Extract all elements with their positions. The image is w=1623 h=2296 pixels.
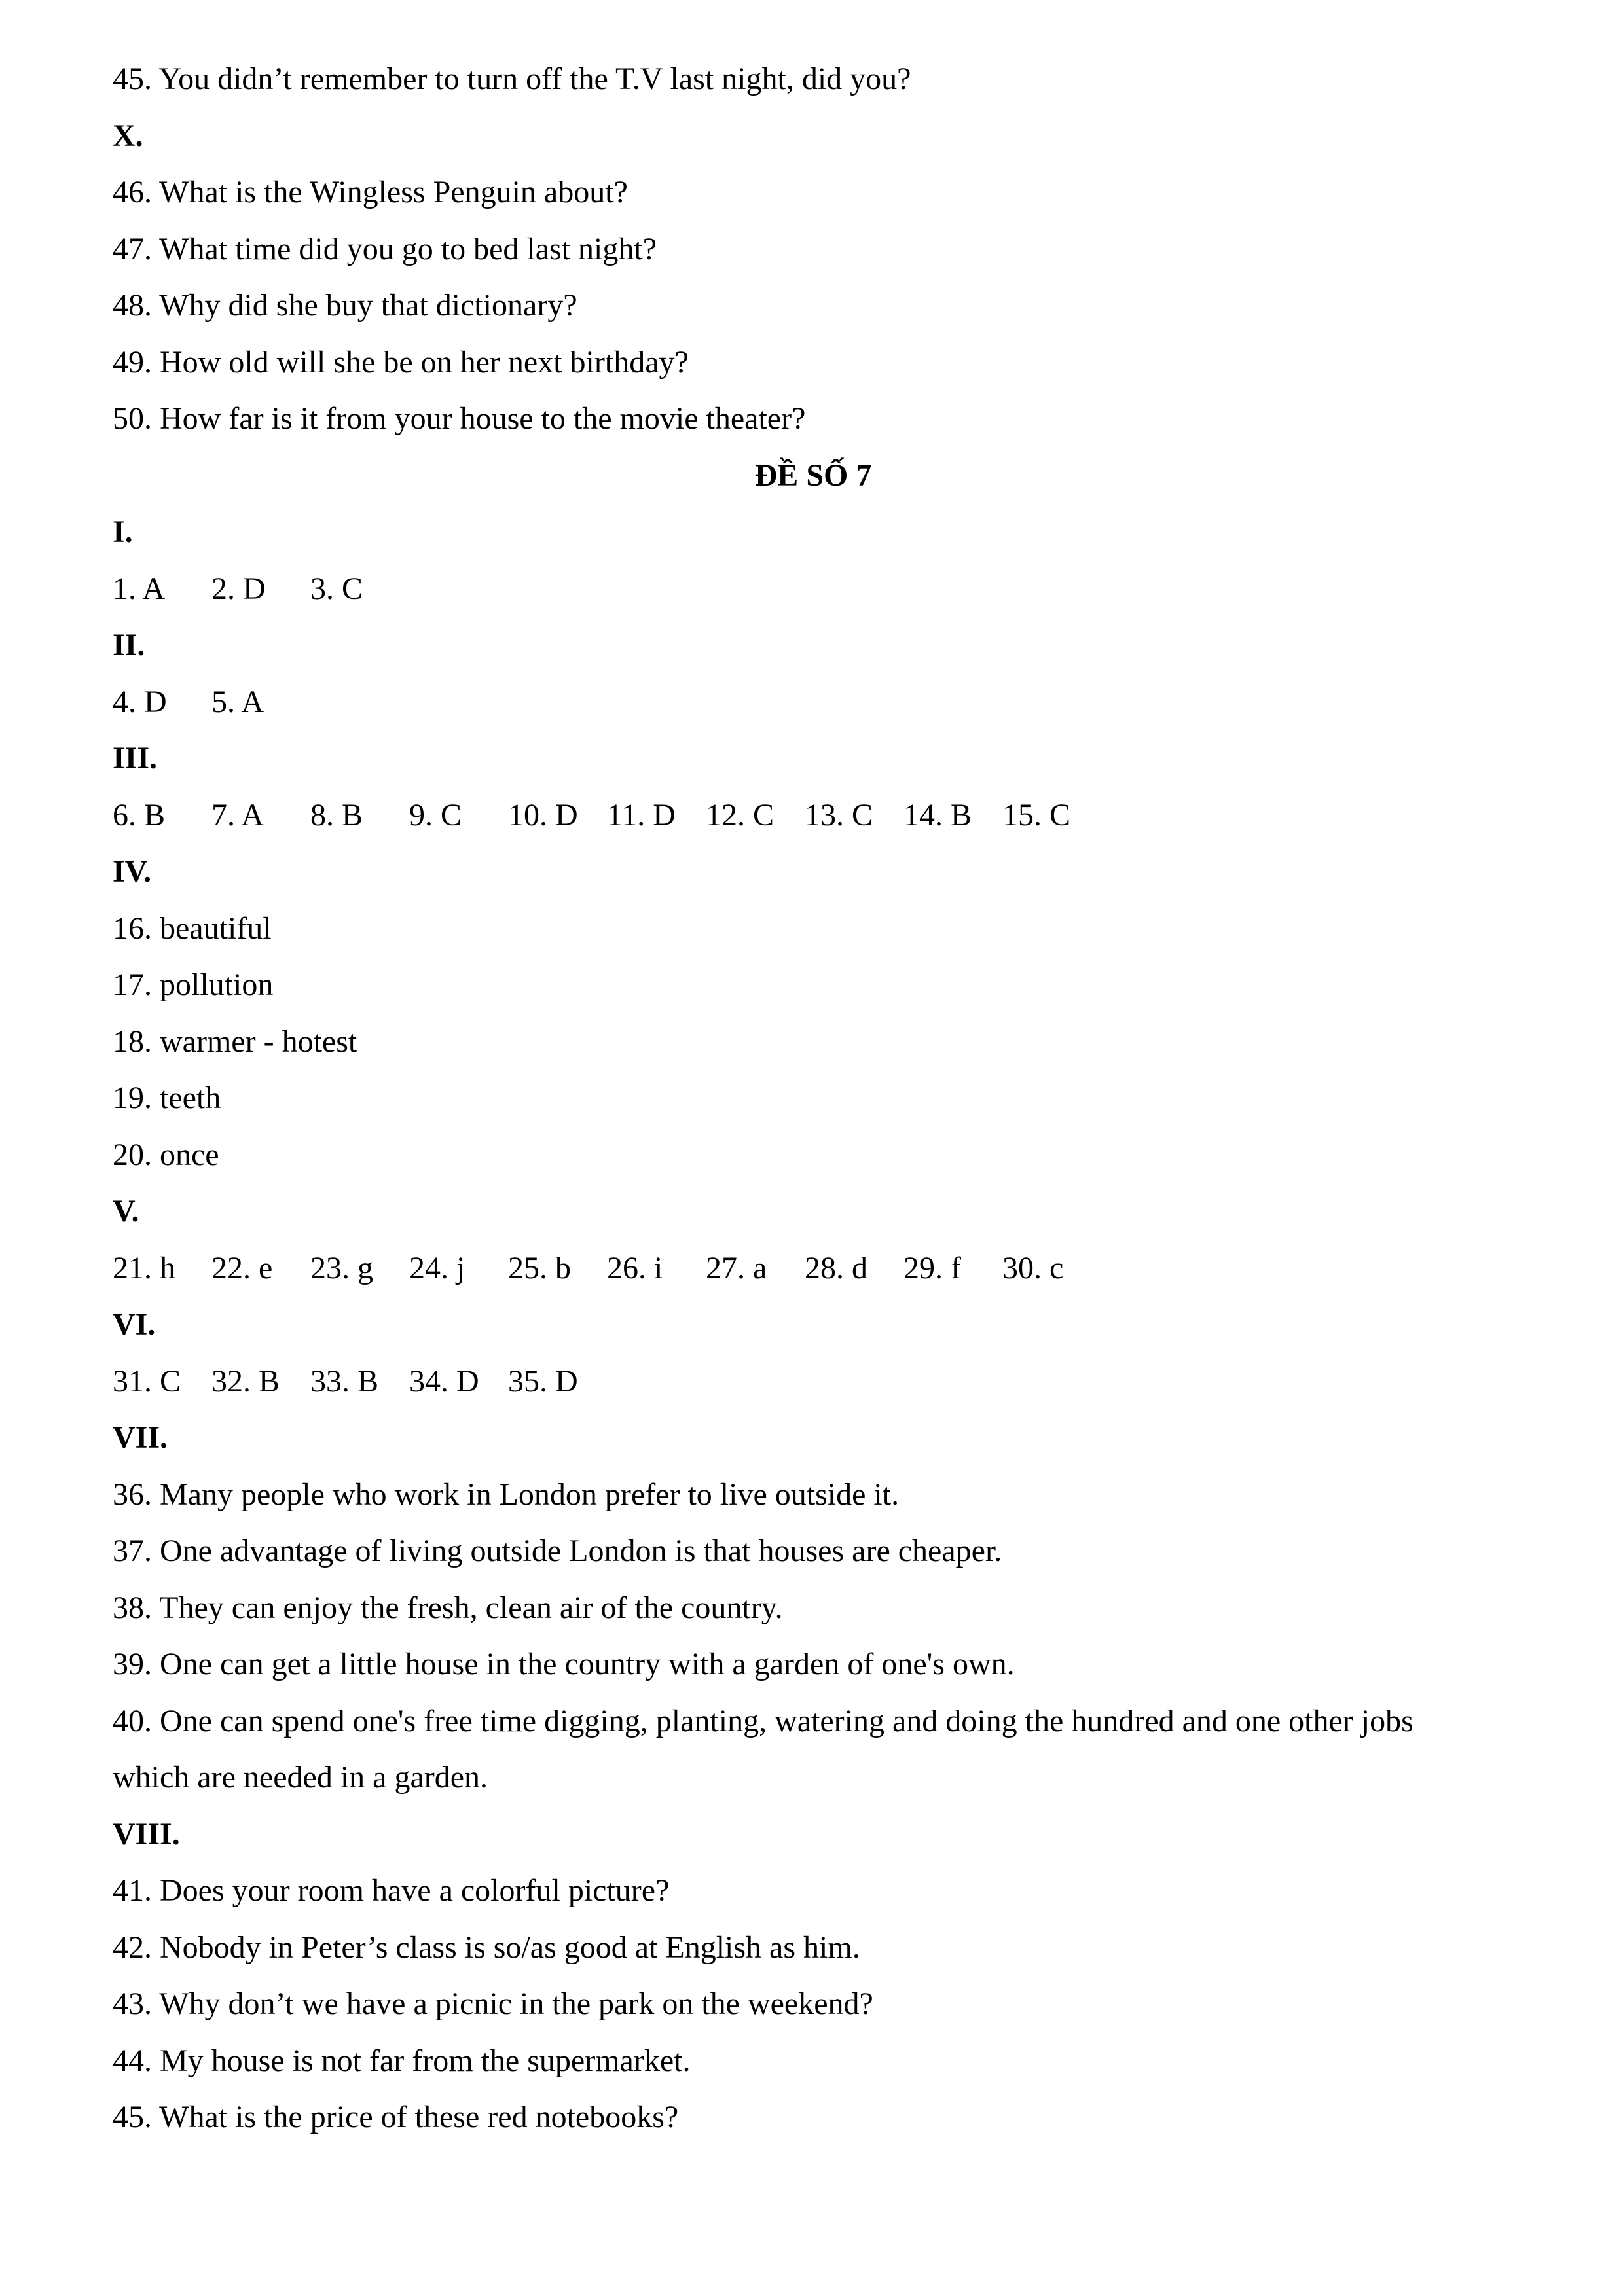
section-heading: VII.: [113, 1420, 168, 1455]
answer-line: 48. Why did she buy that dictionary?: [113, 288, 577, 323]
answer-item: 35. D: [508, 1363, 578, 1399]
answer-line: 42. Nobody in Peter’s class is so/as good at English as him.: [113, 1929, 860, 1965]
answer-item: 23. g: [310, 1250, 373, 1285]
section-heading: I.: [113, 514, 133, 549]
answer-row: [113, 793, 1514, 850]
answer-line: 36. Many people who work in London prefer to live outside it.: [113, 1477, 900, 1512]
section-heading: III.: [113, 741, 158, 776]
answer-item: 32. B: [211, 1363, 280, 1399]
answer-line: which are needed in a garden.: [113, 1760, 488, 1795]
answer-line: 16. beautiful: [113, 910, 272, 946]
answer-item: 21. h: [113, 1250, 175, 1285]
answer-item: 9. C: [409, 797, 462, 833]
answer-line: 46. What is the Wingless Penguin about?: [113, 175, 628, 209]
answer-line: 44. My house is not far from the supermarket.: [113, 2043, 691, 2078]
answer-row: [113, 1246, 1514, 1302]
answer-item: 29. f: [903, 1250, 961, 1285]
answer-item: 26. i: [607, 1250, 663, 1285]
answer-line: 39. One can get a little house in the country with a garden of one's own.: [113, 1647, 1015, 1681]
answer-line: 45. What is the price of these red notebooks?: [113, 2100, 679, 2134]
answer-item: 8. B: [310, 797, 363, 833]
answer-item: 31. C: [113, 1363, 181, 1399]
answer-row: [113, 566, 1514, 623]
answer-item: 15. C: [1002, 797, 1071, 833]
answer-line: 47. What time did you go to bed last night?: [113, 231, 657, 266]
section-heading: IV.: [113, 854, 152, 889]
answer-item: 22. e: [211, 1250, 273, 1285]
answer-line: 20. once: [113, 1137, 219, 1172]
exam-title: ĐỀ SỐ 7: [754, 457, 872, 493]
answer-line: 45. You didn’t remember to turn off the T.V last night, did you?: [113, 62, 911, 96]
answer-item: 13. C: [805, 797, 873, 833]
answer-row: [113, 1359, 1514, 1416]
answer-item: 14. B: [903, 797, 972, 833]
answer-key-content: [113, 56, 1514, 2151]
answer-line: 18. warmer - hotest: [113, 1024, 357, 1059]
answer-line: 50. How far is it from your house to the movie theater?: [113, 401, 806, 436]
section-heading: VIII.: [113, 1816, 180, 1852]
answer-item: 4. D: [113, 684, 167, 719]
section-heading: V.: [113, 1194, 139, 1229]
answer-item: 5. A: [211, 684, 264, 719]
answer-item: 25. b: [508, 1250, 571, 1285]
answer-item: 7. A: [211, 797, 264, 833]
answer-line: 43. Why don’t we have a picnic in the park on the weekend?: [113, 1986, 873, 2021]
answer-item: 27. a: [706, 1250, 767, 1285]
answer-item: 33. B: [310, 1363, 379, 1399]
answer-line: 17. pollution: [113, 967, 274, 1002]
answer-item: 2. D: [211, 571, 266, 606]
answer-line: 40. One can spend one's free time digging, planting, watering and doing the hundred and one other jobs: [113, 1703, 1413, 1738]
section-heading: X.: [113, 118, 143, 153]
answer-item: 6. B: [113, 797, 166, 833]
answer-item: 1. A: [113, 571, 166, 606]
answer-item: 28. d: [805, 1250, 867, 1285]
answer-item: 11. D: [607, 797, 676, 833]
answer-line: 19. teeth: [113, 1081, 221, 1115]
answer-item: 12. C: [706, 797, 775, 833]
answer-item: 34. D: [409, 1363, 479, 1399]
answer-line: 41. Does your room have a colorful picture?: [113, 1873, 670, 1908]
answer-item: 3. C: [310, 571, 363, 606]
section-heading: II.: [113, 628, 145, 662]
answer-line: 38. They can enjoy the fresh, clean air of the country.: [113, 1590, 783, 1625]
section-heading: VI.: [113, 1307, 156, 1342]
answer-line: 49. How old will she be on her next birthday?: [113, 344, 689, 380]
answer-item: 10. D: [508, 797, 578, 833]
answer-item: 24. j: [409, 1250, 465, 1285]
answer-item: 30. c: [1002, 1250, 1064, 1285]
answer-line: 37. One advantage of living outside London is that houses are cheaper.: [113, 1534, 1002, 1568]
answer-row: [113, 679, 1514, 736]
